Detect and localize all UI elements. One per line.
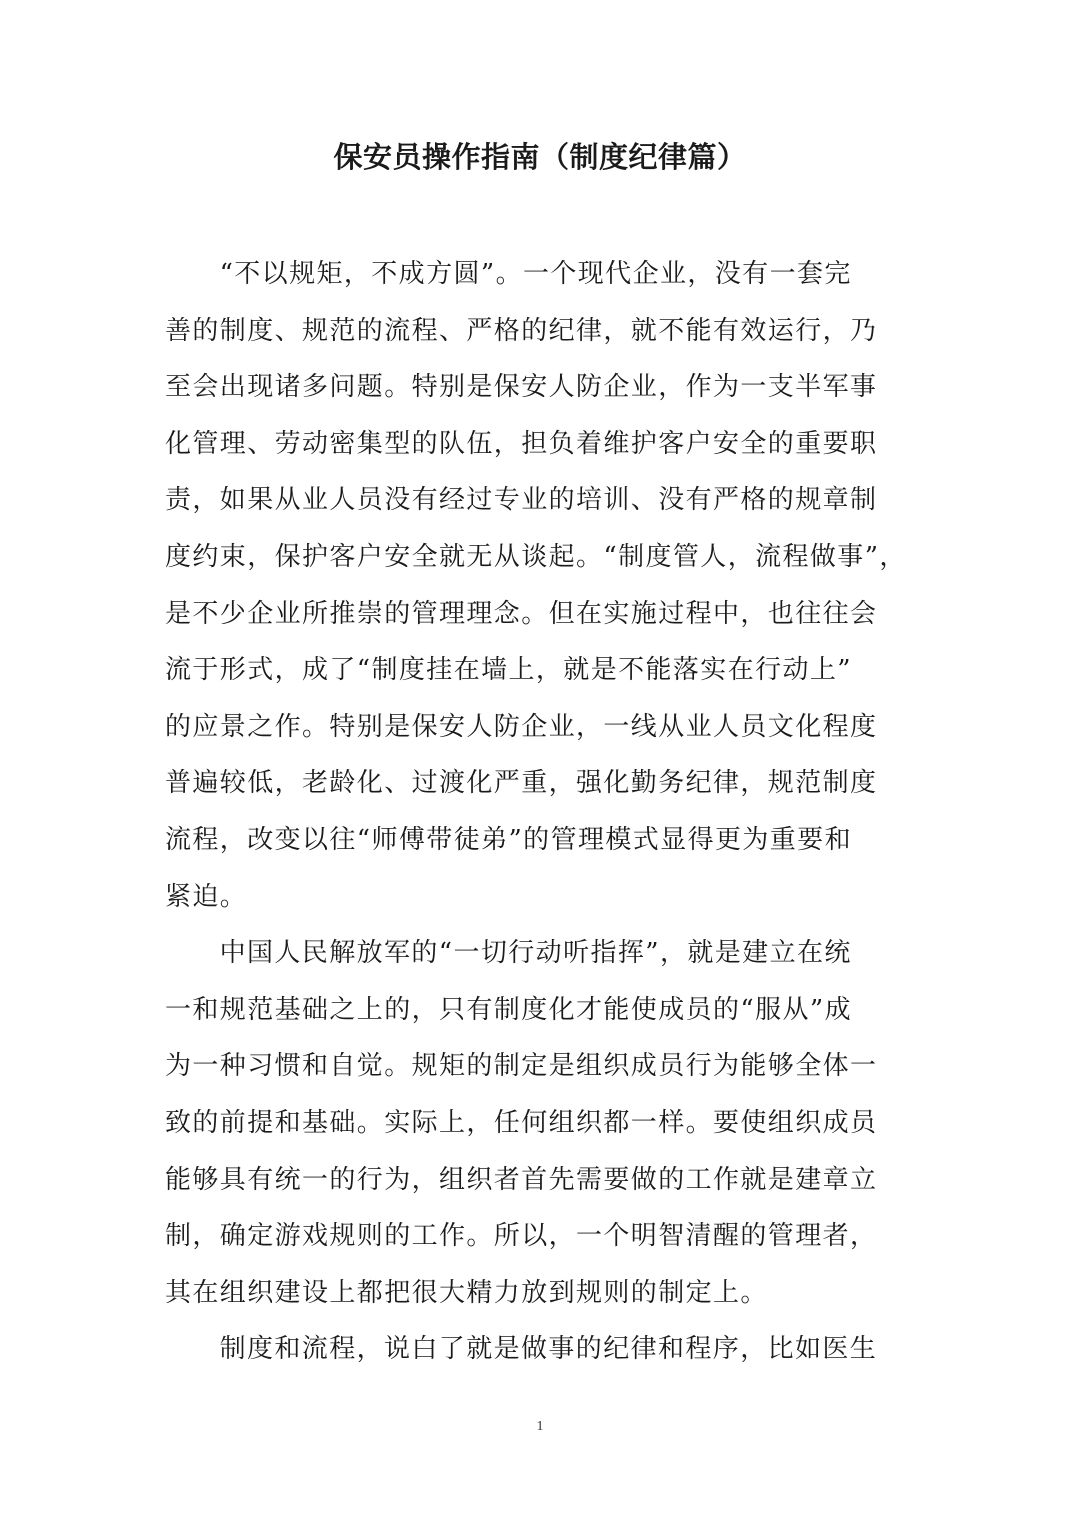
paragraph-line: 能够具有统一的行为，组织者首先需要做的工作就是建章立 [165,1164,878,1195]
document-title: 保安员操作指南（制度纪律篇） [333,140,747,174]
paragraph-line: 制，确定游戏规则的工作。所以，一个明智清醒的管理者， [165,1221,878,1252]
paragraph-line: 一和规范基础之上的，只有制度化才能使成员的“服从”成 [165,994,852,1025]
paragraph-line: 为一种习惯和自觉。规矩的制定是组织成员行为能够全体一 [165,1051,878,1082]
paragraph-line: 紧迫。 [165,881,248,912]
paragraph-line: 制度和流程，说白了就是做事的纪律和程序，比如医生 [219,1334,878,1365]
paragraph-2 [165,925,917,1321]
paragraph-line: 致的前提和基础。实际上，任何组织都一样。要使组织成员 [165,1107,878,1138]
document-body [165,246,917,1378]
paragraph-line: 普遍较低，老龄化、过渡化严重，强化勤务纪律，规范制度 [165,768,878,799]
paragraph-line: 是不少企业所推崇的管理理念。但在实施过程中，也往往会 [165,598,878,629]
paragraph-line: 责，如果从业人员没有经过专业的培训、没有严格的规章制 [165,485,878,516]
paragraph-line: 中国人民解放军的“一切行动听指挥”，就是建立在统 [219,938,852,969]
paragraph-line: 善的制度、规范的流程、严格的纪律，就不能有效运行，乃 [165,315,878,346]
paragraph-line: 其在组织建设上都把很大精力放到规则的制定上。 [165,1277,768,1308]
paragraph-line: 流程，改变以往“师傅带徒弟”的管理模式显得更为重要和 [165,824,852,855]
paragraph-line: 流于形式，成了“制度挂在墙上，就是不能落实在行动上” [165,655,852,686]
paragraph-line: “不以规矩，不成方圆”。一个现代企业，没有一套完 [219,259,852,289]
paragraph-3 [165,1321,917,1378]
page-number: 1 [536,1419,544,1434]
paragraph-line: 至会出现诸多问题。特别是保安人防企业，作为一支半军事 [165,372,878,403]
paragraph-line: 的应景之作。特别是保安人防企业，一线从业人员文化程度 [165,711,878,742]
paragraph-line: 化管理、劳动密集型的队伍，担负着维护客户安全的重要职 [165,428,878,459]
paragraph-1 [165,246,917,925]
paragraph-line: 度约束，保护客户安全就无从谈起。“制度管人，流程做事”， [165,541,907,572]
